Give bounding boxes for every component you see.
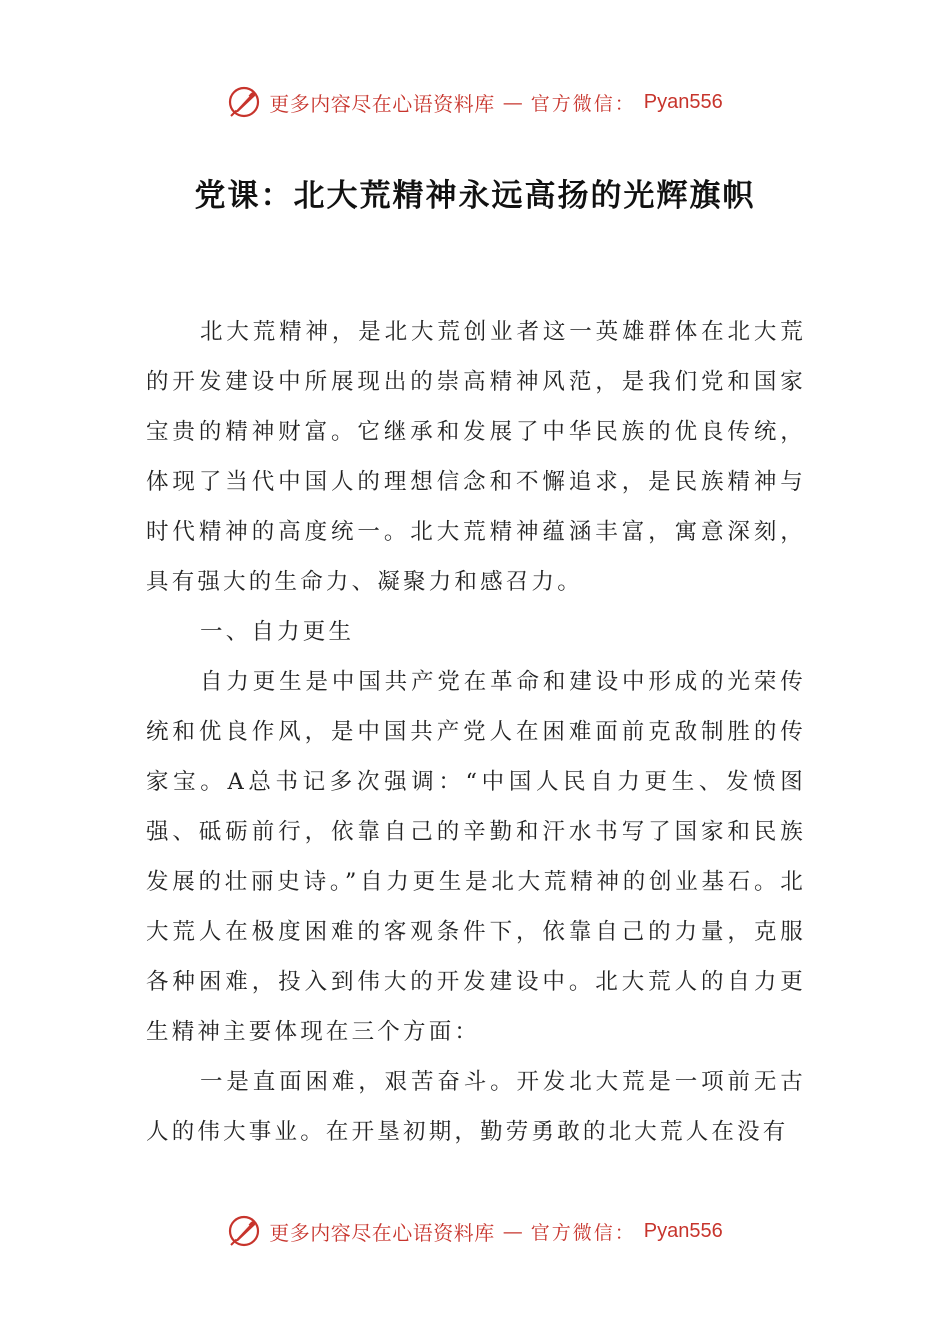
body-paragraph: 自力更生是中国共产党在革命和建设中形成的光荣传统和优良作风，是中国共产党人在困难面前克敌制胜的传家宝。A总书记多次强调：“中国人民自力更生、发愤图强、砥砺前行，依靠自己的辛勤和汗水书写了国家和民族发展的壮丽史诗。”自力更生是北大荒精神的创业基石。北大荒人在极度困难的客观条件下，依靠自己的力量，克服各种困难，投入到伟大的开发建设中。北大荒人的自力更生精神主要体现在三个方面： xyxy=(146,669,806,1045)
watermark-label: 官方微信： xyxy=(530,92,636,115)
watermark-text: 更多内容尽在心语资料库 xyxy=(269,1220,495,1245)
document-title: 党课：北大荒精神永远高扬的光辉旗帜 xyxy=(194,178,756,214)
section-heading: 一、自力更生 xyxy=(200,619,355,645)
quill-pen-circle-icon xyxy=(227,85,261,119)
body-paragraph: 一是直面困难，艰苦奋斗。开发北大荒是一项前无古人的伟大事业。在开垦初期，勤劳勇敢的北大荒人在没有 xyxy=(146,1069,806,1145)
document-body xyxy=(146,307,806,1157)
watermark-separator: — xyxy=(502,90,523,114)
watermark-text: 更多内容尽在心语资料库 xyxy=(269,91,495,116)
watermark-wechat-id: Pyan556 xyxy=(643,90,723,113)
watermark-header xyxy=(0,82,950,122)
watermark-footer xyxy=(0,1211,950,1251)
watermark-label: 官方微信： xyxy=(530,1221,636,1244)
quill-pen-circle-icon xyxy=(227,1214,261,1248)
watermark-separator: — xyxy=(502,1219,523,1243)
watermark-wechat-id: Pyan556 xyxy=(643,1219,723,1242)
body-paragraph: 北大荒精神，是北大荒创业者这一英雄群体在北大荒的开发建设中所展现出的崇高精神风范，是我们党和国家宝贵的精神财富。它继承和发展了中华民族的优良传统，体现了当代中国人的理想信念和不懈追求，是民族精神与时代精神的高度统一。北大荒精神蕴涵丰富，寓意深刻，具有强大的生命力、凝聚力和感召力。 xyxy=(146,319,806,595)
